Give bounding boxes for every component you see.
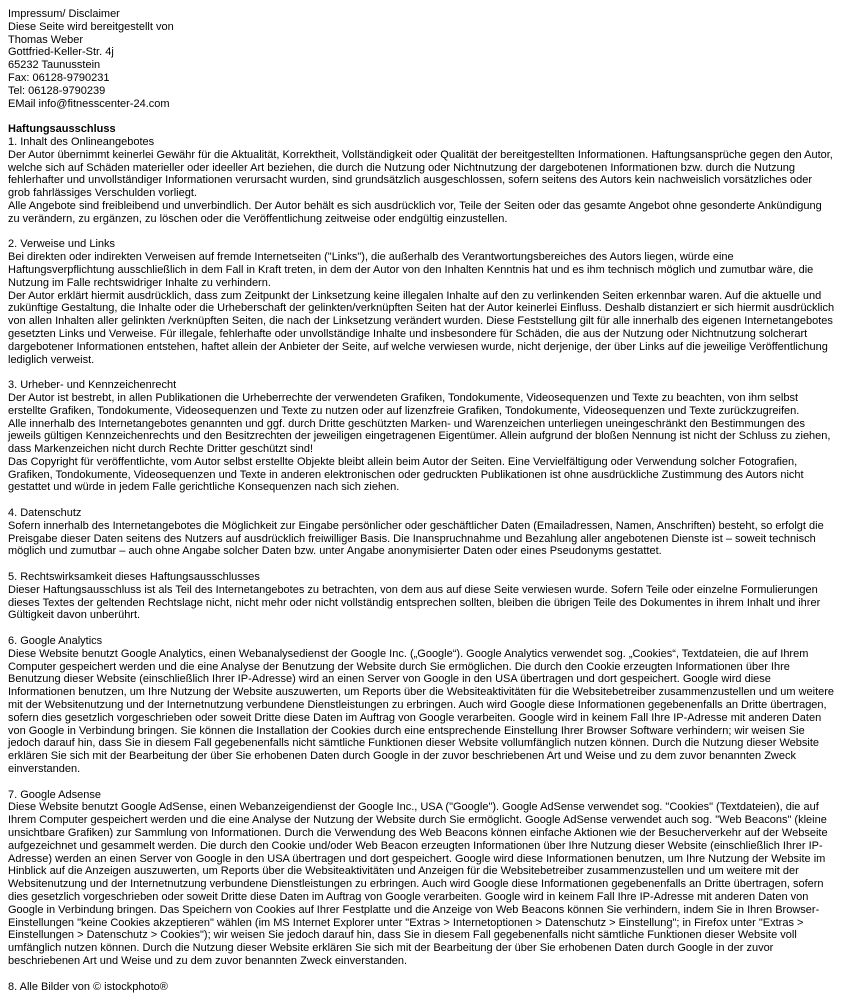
section-title: 2. Verweise und Links	[8, 238, 116, 251]
contact-block	[8, 8, 835, 110]
section-paragraph: Dieser Haftungsausschluss ist als Teil des Internetangebotes zu betrachten, von dem aus auf diese Seite verwiesen wurde. Sofern Teile oder einzelne Formulierungen dieses Textes der geltenden Rechtslage nicht, nicht mehr oder nicht vollständig entsprechen sollten, bleiben die übrigen Teile des Dokumentes in ihrem Inhalt und ihrer Gültigkeit davon unberührt.	[8, 583, 821, 622]
section-verweise-und-links	[8, 238, 835, 366]
email-address: EMail info@fitnesscenter-24.com	[8, 97, 170, 110]
section-paragraph: Das Copyright für veröffentlichte, vom Autor selbst erstellte Objekte bleibt allein beim Autor der Seiten. Eine Vervielfältigung oder Verwendung solcher Fotografien, Grafiken, Tondokumente, Videosequenzen und Texte in anderen elektronischen oder gedruckten Publikationen ist ohne ausdrückliche Zustimmung des Autors nicht gestattet und würde in jedem Falle gerichtliche Konsequenzen nach sich ziehen.	[8, 455, 804, 494]
page-title: Impressum/ Disclaimer	[8, 8, 120, 20]
section-inhalt-des-onlineangebotes	[8, 136, 835, 226]
provider-name: Thomas Weber	[8, 33, 83, 46]
fax-number: Fax: 06128-9790231	[8, 71, 110, 84]
section-title: 3. Urheber- und Kennzeichenrecht	[8, 379, 177, 392]
section-paragraph: Bei direkten oder indirekten Verweisen auf fremde Internetseiten ("Links"), die außerhalb des Verantwortungsbereiches des Autors liegen, würde eine Haftungsverpflichtung ausschließlich in dem Fall in Kraft treten, in dem der Autor von den Inhalten Kenntnis hat und es ihm technisch möglich und zumutbar wäre, die Nutzung im Falle rechtswidriger Inhalte zu verhindern.	[8, 251, 814, 289]
section-paragraph: Der Autor erklärt hiermit ausdrücklich, dass zum Zeitpunkt der Linksetzung keine illegalen Inhalte auf den zu verlinkenden Seiten erkennbar waren. Auf die aktuelle und zukünftige Gestaltung, die Inhalte oder die Urheberschaft der gelinkten/verknüpften Seiten hat der Autor keinerlei Einfluss. Deshalb distanziert er sich hiermit ausdrücklich von allen Inhalten aller gelinkten /verknüpften Seiten, die nach der Linksetzung verändert wurden. Diese Feststellung gilt für alle innerhalb des eigenen Internetangebotes gesetzten Links und Verweise. Für illegale, fehlerhafte oder unvollständige Inhalte und insbesondere für Schäden, die aus der Nutzung oder Nichtnutzung solcherart dargebotener Informationen entstehen, haftet allein der Anbieter der Seite, auf welche verwiesen wurde, nicht derjenige, der über Links auf die jeweilige Veröffentlichung lediglich verweist.	[8, 289, 835, 366]
section-title: 8. Alle Bilder von © istockphoto®	[8, 980, 168, 993]
section-title: 7. Google Adsense	[8, 788, 101, 801]
provider-intro: Diese Seite wird bereitgestellt von	[8, 20, 174, 33]
section-paragraph: Alle innerhalb des Internetangebotes genannten und ggf. durch Dritte geschützten Marken- und Warenzeichen unterliegen uneingeschränkt den Bestimmungen des jeweils gültigen Kennzeichenrechts und den Besitzrechten der jeweiligen eingetragenen Eigentümer. Allein aufgrund der bloßen Nennung ist nicht der Schluss zu ziehen, dass Markenzeichen nicht durch Rechte Dritter geschützt sind!	[8, 417, 831, 456]
section-paragraph: Der Autor ist bestrebt, in allen Publikationen die Urheberrechte der verwendeten Grafiken, Tondokumente, Videosequenzen und Texte zu beachten, von ihm selbst erstellte Grafiken, Tondokumente, Videosequenzen und Texte zu nutzen oder auf lizenzfreie Grafiken, Tondokumente, Videosequenzen und Texte zurückzugreifen.	[8, 391, 800, 417]
section-paragraph: Sofern innerhalb des Internetangebotes die Möglichkeit zur Eingabe persönlicher oder geschäftlicher Daten (Emailadressen, Namen, Anschriften) besteht, so erfolgt die Preisgabe dieser Daten seitens des Nutzers auf ausdrücklich freiwilliger Basis. Die Inanspruchnahme und Bezahlung aller angebotenen Dienste ist – soweit technisch möglich und zumutbar – auch ohne Angabe solcher Daten bzw. unter Angabe anonymisierter Daten oder eines Pseudonyms gestattet.	[8, 519, 824, 558]
section-urheber-und-kennzeichenrecht	[8, 379, 835, 494]
section-paragraph: Alle Angebote sind freibleibend und unverbindlich. Der Autor behält es sich ausdrücklich vor, Teile der Seiten oder das gesamte Angebot ohne gesonderte Ankündigung zu verändern, zu ergänzen, zu löschen oder die Veröffentlichung zeitweise oder endgültig einzustellen.	[8, 199, 822, 225]
section-title: 1. Inhalt des Onlineangebotes	[8, 135, 155, 148]
section-rechtswirksamkeit	[8, 571, 835, 622]
section-google-adsense	[8, 789, 835, 968]
city-address: 65232 Taunusstein	[8, 59, 101, 72]
section-title: 5. Rechtswirksamkeit dieses Haftungsausschlusses	[8, 571, 260, 584]
section-bilder-credit	[8, 981, 835, 994]
section-paragraph: Diese Website benutzt Google AdSense, einen Webanzeigendienst der Google Inc., USA ("Google"). Google AdSense verwendet sog. "Cookies" (Textdateien), die auf Ihrem Computer gespeichert werden und die eine Analyse der Nutzung der Website durch Sie ermöglicht. Google AdSense verwendet auch sog. "Web Beacons" (kleine unsichtbare Grafiken) zur Sammlung von Informationen. Durch die Verwendung des Web Beacons können einfache Aktionen wie der Besucherverkehr auf der Webseite aufgezeichnet und gesammelt werden. Die durch den Cookie und/oder Web Beacon erzeugten Informationen über Ihre Nutzung dieser Website (einschließlich Ihrer IP-Adresse) werden an einen Server von Google in den USA übertragen und dort gespeichert. Google wird diese Informationen benutzen, um Ihre Nutzung der Website im Hinblick auf die Anzeigen auszuwerten, um Reports über die Websiteaktivitäten und Anzeigen für die Websitebetreiber zusammenzustellen und um weitere mit der Websitenutzung und der Internetnutzung verbundene Dienstleistungen zu erbringen. Auch wird Google diese Informationen gegebenenfalls an Dritte übertragen, sofern dies gesetzlich vorgeschrieben oder soweit Dritte diese Daten im Auftrag von Google verarbeiten. Google wird in keinem Fall Ihre IP-Adresse mit anderen Daten von Google in Verbindung bringen. Das Speichern von Cookies auf Ihrer Festplatte und die Anzeige von Web Beacons können Sie verhindern, indem Sie in Ihren Browser-Einstellungen "keine Cookies akzeptieren" wählen (im MS Internet Explorer unter "Extras > Internetoptionen > Datenschutz > Einstellung"; in Firefox unter "Extras > Einstellungen > Datenschutz > Cookies"); wir weisen Sie jedoch darauf hin, dass Sie in diesem Fall gegebenenfalls nicht sämtliche Funktionen dieser Website voll umfänglich nutzen können. Durch die Nutzung dieser Website erklären Sie sich mit der Bearbeitung der über Sie erhobenen Daten durch Google in der zuvor beschriebenen Art und Weise und zu dem zuvor benannten Zweck einverstanden.	[8, 801, 828, 967]
section-google-analytics	[8, 635, 835, 776]
section-paragraph: Diese Website benutzt Google Analytics, einen Webanalysedienst der Google Inc. („Google“). Google Analytics verwendet sog. „Cookies“, Textdateien, die auf Ihrem Computer gespeichert werden und die eine Analyse der Benutzung der Website durch Sie ermöglichen. Die durch den Cookie erzeugten Informationen über Ihre Benutzung dieser Website (einschließlich Ihrer IP-Adresse) wird an einen Server von Google in den USA übertragen und dort gespeichert. Google wird diese Informationen benutzen, um Ihre Nutzung der Website auszuwerten, um Reports über die Websiteaktivitäten für die Websitebetreiber zusammenzustellen und um weitere mit der Websitenutzung und der Internetnutzung verbundene Dienstleistungen zu erbringen. Auch wird Google diese Informationen gegebenenfalls an Dritte übertragen, sofern dies gesetzlich vorgeschrieben oder soweit Dritte diese Daten im Auftrag von Google verarbeiten. Google wird in keinem Fall Ihre IP-Adresse mit anderen Daten von Google in Verbindung bringen. Sie können die Installation der Cookies durch eine entsprechende Einstellung Ihrer Browser Software verhindern; wir weisen Sie jedoch darauf hin, dass Sie in diesem Fall gegebenenfalls nicht sämtliche Funktionen dieser Website vollumfänglich nutzen können. Durch die Nutzung dieser Website erklären Sie sich mit der Bearbeitung der über Sie erhobenen Daten durch Google in der zuvor beschriebenen Art und Weise und zu dem zuvor benannten Zweck einverstanden.	[8, 647, 835, 776]
phone-number: Tel: 06128-9790239	[8, 84, 106, 97]
section-title: 4. Datenschutz	[8, 507, 82, 520]
section-title: 6. Google Analytics	[8, 635, 103, 648]
section-datenschutz	[8, 507, 835, 558]
disclaimer-heading: Haftungsausschluss	[8, 123, 116, 136]
street-address: Gottfried-Keller-Str. 4j	[8, 46, 114, 59]
section-paragraph: Der Autor übernimmt keinerlei Gewähr für die Aktualität, Korrektheit, Vollständigkeit oder Qualität der bereitgestellten Informationen. Haftungsansprüche gegen den Autor, welche sich auf Schäden materieller oder ideeller Art beziehen, die durch die Nutzung oder Nichtnutzung der dargebotenen Informationen bzw. durch die Nutzung fehlerhafter und unvollständiger Informationen verursacht wurden, sind grundsätzlich ausgeschlossen, sofern seitens des Autors kein nachweislich vorsätzliches oder grob fahrlässiges Verschulden vorliegt.	[8, 148, 833, 200]
